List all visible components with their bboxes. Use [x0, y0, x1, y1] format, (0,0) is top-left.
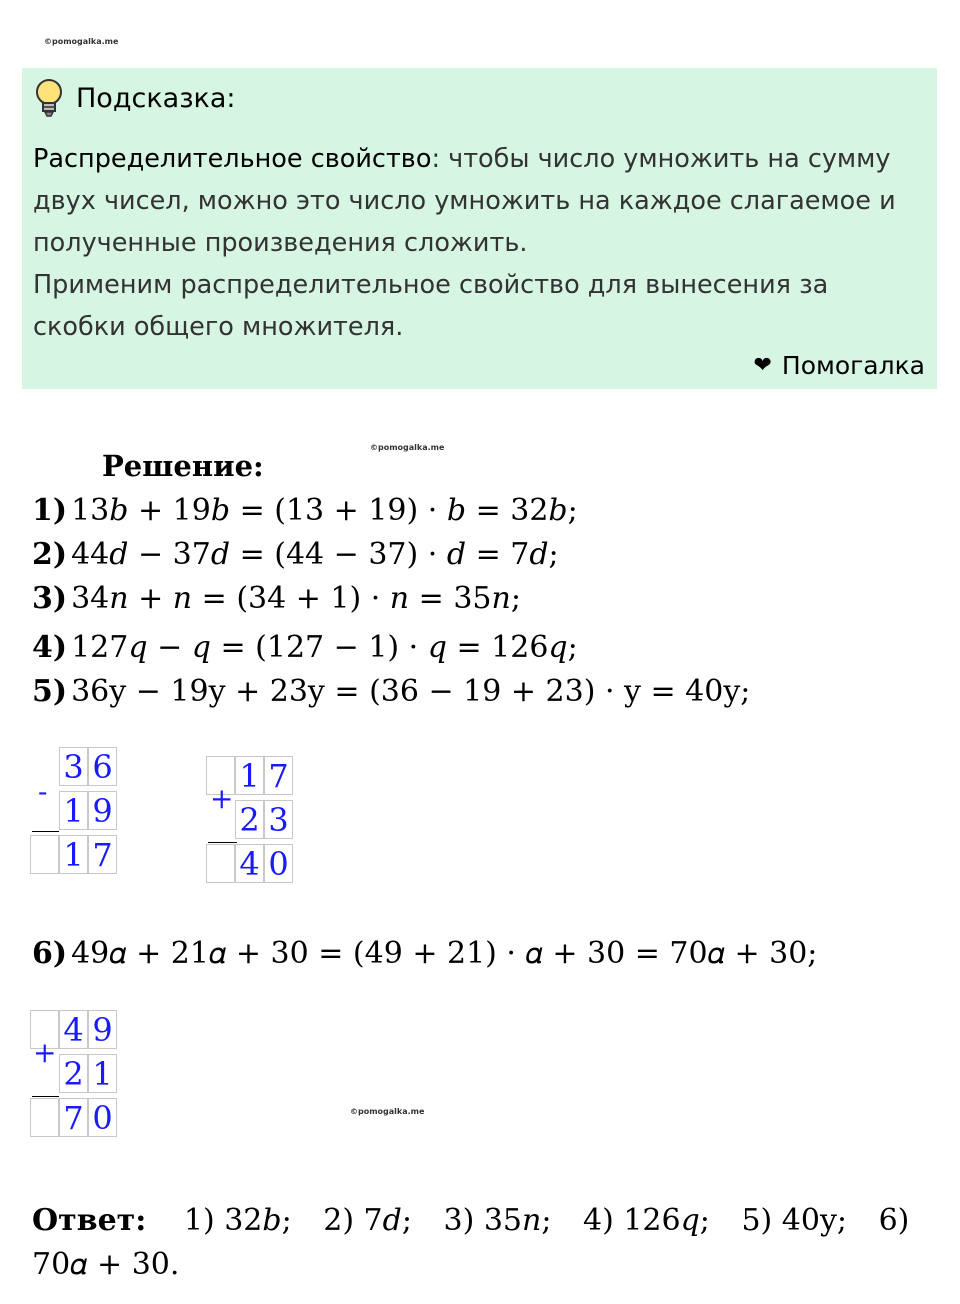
digit-cell: 4 — [59, 1010, 88, 1049]
digit-cell: 1 — [59, 835, 88, 874]
minus-sign: - — [38, 775, 48, 808]
line-number: 3) — [32, 581, 68, 616]
watermark: ©pomogalka.me — [44, 37, 119, 46]
digit-cell: 0 — [264, 844, 293, 883]
hint-application: Применим распределительное свойство для вынесения за скобки общего множителя. — [33, 270, 829, 342]
digit-cell: 4 — [235, 844, 264, 883]
solution-line — [32, 493, 578, 528]
answer-item: 3) 35𝑛; — [443, 1203, 552, 1238]
digit-cell: 7 — [264, 756, 293, 795]
column-subtraction — [30, 747, 122, 877]
line-number: 5) — [32, 674, 68, 709]
watermark: ©pomogalka.me — [350, 1107, 425, 1116]
plus-sign: + — [210, 782, 234, 815]
digit-cell: 3 — [59, 747, 88, 786]
answer-item: 6) 70𝛼 + 30. — [32, 1203, 910, 1282]
result-line — [32, 1096, 59, 1097]
answer-label: Ответ: — [32, 1203, 147, 1238]
digit-cell: 1 — [59, 791, 88, 830]
hint-title — [34, 78, 236, 118]
digit-cell: 6 — [88, 747, 117, 786]
column-addition-1 — [206, 756, 298, 886]
line-expression: 36y − 19y + 23y = (36 − 19 + 23) · y = 40y; — [71, 674, 751, 709]
hint-term: Распределительное свойство — [33, 144, 432, 174]
hint-signature — [753, 351, 925, 380]
result-line — [208, 842, 237, 843]
digit-cell: 7 — [59, 1098, 88, 1137]
hint-box — [22, 68, 937, 389]
hint-title-text: Подсказка: — [76, 82, 236, 114]
hint-definition: : чтобы число умножить на сумму двух чисел, можно это число умножить на каждое слагаемое и полученные произведения сложить. — [33, 144, 896, 258]
heart-icon: ❤ — [753, 353, 772, 378]
digit-cell: 1 — [88, 1054, 117, 1093]
answer-item: 4) 126𝑞; — [583, 1203, 710, 1238]
line-expression: 34𝑛 + 𝑛 = (34 + 1) · 𝑛 = 35𝑛; — [71, 581, 521, 616]
signature-text: Помогалка — [781, 351, 925, 380]
answer — [32, 1199, 912, 1287]
digit-cell: 0 — [88, 1098, 117, 1137]
digit-cell: 2 — [235, 800, 264, 839]
lightbulb-icon — [34, 78, 64, 118]
answer-item: 5) 40y; — [741, 1203, 848, 1238]
plus-sign: + — [33, 1036, 57, 1069]
watermark: ©pomogalka.me — [370, 443, 445, 452]
digit-cell: 2 — [59, 1054, 88, 1093]
solution-line — [32, 581, 521, 616]
answer-item: 1) 32𝑏; — [183, 1203, 292, 1238]
line-expression: 127𝑞 − 𝑞 = (127 − 1) · 𝑞 = 126𝑞; — [71, 630, 578, 665]
solution-line — [32, 537, 559, 572]
line-expression: 13𝑏 + 19𝑏 = (13 + 19) · 𝑏 = 32𝑏; — [71, 493, 578, 528]
line-expression: 49𝛼 + 21𝛼 + 30 = (49 + 21) · 𝛼 + 30 = 70𝛼 + 30; — [71, 936, 818, 971]
line-number: 2) — [32, 537, 68, 572]
result-line — [32, 831, 59, 832]
solution-line — [32, 674, 750, 709]
digit-cell: 9 — [88, 791, 117, 830]
digit-cell: 9 — [88, 1010, 117, 1049]
hint-body — [33, 138, 928, 348]
digit-cell: 1 — [235, 756, 264, 795]
answer-item: 2) 7𝑑; — [323, 1203, 412, 1238]
column-addition-2 — [30, 1010, 122, 1140]
line-expression: 44𝑑 − 37𝑑 = (44 − 37) · 𝑑 = 7𝑑; — [71, 537, 559, 572]
solution-line — [32, 936, 817, 971]
line-number: 1) — [32, 493, 68, 528]
digit-cell: 7 — [88, 835, 117, 874]
solution-line — [32, 630, 578, 665]
digit-cell: 3 — [264, 800, 293, 839]
line-number: 6) — [32, 936, 68, 971]
line-number: 4) — [32, 630, 68, 665]
solution-heading: Решение: — [102, 449, 264, 483]
